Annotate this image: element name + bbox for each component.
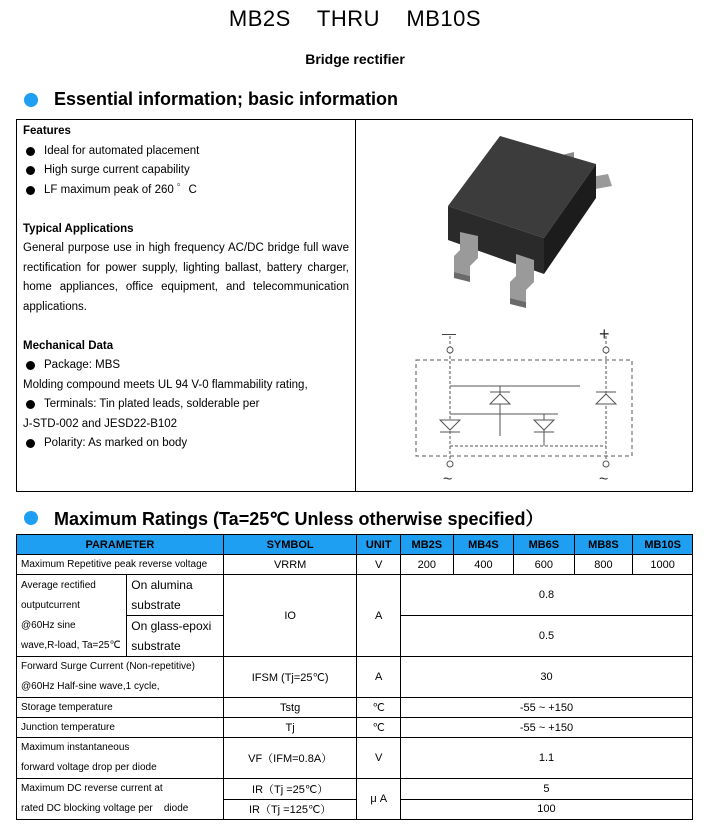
column-header: MB6S xyxy=(514,535,574,555)
column-header: MB10S xyxy=(633,535,693,555)
column-header: UNIT xyxy=(357,535,400,555)
param-cell: Junction temperature xyxy=(17,718,224,738)
value-cell: 30 xyxy=(400,657,692,698)
diode-2-icon xyxy=(596,394,616,404)
diode-3-icon xyxy=(440,420,460,430)
value-cell: 800 xyxy=(574,555,633,575)
applications-text: General purpose use in high frequency AC/DC bridge full wave rectification for power supply, lighting ballast, battery charger, home appliances, office equipment, and telecommunication applications. xyxy=(23,242,349,313)
terminal-ac-label-left: ~ xyxy=(443,471,453,486)
feature-item: LF maximum peak of 260 ゜C xyxy=(23,181,349,201)
value-cell: 400 xyxy=(453,555,513,575)
column-header: MB4S xyxy=(453,535,513,555)
symbol-cell: IR（Tj =125℃） xyxy=(223,799,357,820)
terminal-minus-label: — xyxy=(442,326,456,341)
value-cell: 100 xyxy=(400,799,692,820)
schematic-outline xyxy=(416,360,632,456)
section-title: Maximum Ratings (Ta=25℃ Unless otherwise specified） xyxy=(54,509,544,529)
bridge-schematic xyxy=(412,326,642,486)
package-illustration xyxy=(440,126,630,316)
applications-heading: Typical Applications xyxy=(23,222,134,235)
feature-item: Ideal for automated placement xyxy=(23,142,349,162)
mechanical-item-polarity: Polarity: As marked on body xyxy=(23,434,349,454)
value-cell: 0.8 xyxy=(400,575,692,616)
symbol-cell: VRRM xyxy=(223,555,357,575)
page-title: MB2S THRU MB10S xyxy=(228,6,482,31)
table-row xyxy=(17,698,693,718)
unit-cell: V xyxy=(357,555,400,575)
feature-item: High surge current capability xyxy=(23,161,349,181)
value-cell: 200 xyxy=(400,555,453,575)
value-cell: 0.5 xyxy=(400,616,692,657)
mechanical-molding: Molding compound meets UL 94 V-0 flammability rating, xyxy=(23,378,308,391)
table-row xyxy=(17,718,693,738)
section-heading-basic-info xyxy=(24,89,398,110)
unit-cell: V xyxy=(357,738,400,779)
column-header: MB2S xyxy=(400,535,453,555)
table-header-row xyxy=(17,535,693,555)
value-cell: 600 xyxy=(514,555,574,575)
unit-cell: A xyxy=(357,657,400,698)
value-cell: 1000 xyxy=(633,555,693,575)
condition-cell: On alumina substrate xyxy=(127,575,224,616)
terminal-ac-label-right: ~ xyxy=(599,471,609,486)
condition-cell: On glass-epoxi substrate xyxy=(127,616,224,657)
column-header: SYMBOL xyxy=(223,535,357,555)
param-cell: Maximum DC reverse current at rated DC blocking voltage per diode xyxy=(17,779,224,820)
section-title: Essential information; basic information xyxy=(54,89,399,109)
mechanical-item-terminals: Terminals: Tin plated leads, solderable per xyxy=(23,395,349,415)
param-cell: Maximum instantaneous forward voltage drop per diode xyxy=(17,738,224,779)
column-header: PARAMETER xyxy=(17,535,224,555)
value-cell: -55 ~ +150 xyxy=(400,698,692,718)
table-row xyxy=(17,555,693,575)
info-text-column xyxy=(23,122,349,454)
symbol-cell: IR（Tj =25℃） xyxy=(223,779,357,800)
symbol-cell: Tj xyxy=(223,718,357,738)
unit-cell: ℃ xyxy=(357,718,400,738)
symbol-cell: IFSM (Tj=25℃) xyxy=(223,657,357,698)
bullet-dot-icon xyxy=(24,511,38,525)
bullet-dot-icon xyxy=(24,93,38,107)
page-subtitle: Bridge rectifier xyxy=(305,51,405,67)
unit-cell: μ A xyxy=(357,779,400,820)
info-divider xyxy=(355,119,356,492)
section-heading-max-ratings xyxy=(24,505,544,531)
diode-4-icon xyxy=(534,420,554,430)
bullet-icon xyxy=(26,400,35,409)
param-cell: Average rectified outputcurrent @60Hz sine wave,R-load, Ta=25℃ xyxy=(17,575,127,657)
bullet-icon xyxy=(26,166,35,175)
unit-cell: ℃ xyxy=(357,698,400,718)
mechanical-heading: Mechanical Data xyxy=(23,339,114,352)
diode-1-icon xyxy=(490,394,510,404)
table-row xyxy=(17,738,693,779)
symbol-cell: IO xyxy=(223,575,357,657)
value-cell: 1.1 xyxy=(400,738,692,779)
bullet-icon xyxy=(26,186,35,195)
table-row xyxy=(17,575,693,616)
value-cell: 5 xyxy=(400,779,692,800)
features-heading: Features xyxy=(23,125,71,137)
bullet-icon xyxy=(26,361,35,370)
table-row xyxy=(17,657,693,698)
symbol-cell: VF（IFM=0.8A） xyxy=(223,738,357,779)
ratings-table xyxy=(16,534,693,820)
bullet-icon xyxy=(26,439,35,448)
param-cell: Forward Surge Current (Non-repetitive) @60Hz Half-sine wave,1 cycle, xyxy=(17,657,224,698)
param-cell: Maximum Repetitive peak reverse voltage xyxy=(17,555,224,575)
bullet-icon xyxy=(26,147,35,156)
mechanical-item-package: Package: MBS xyxy=(23,356,349,376)
mechanical-terminals-standard: J-STD-002 and JESD22-B102 xyxy=(23,417,178,430)
unit-cell: A xyxy=(357,575,400,657)
column-header: MB8S xyxy=(574,535,633,555)
value-cell: -55 ~ +150 xyxy=(400,718,692,738)
symbol-cell: Tstg xyxy=(223,698,357,718)
table-row xyxy=(17,779,693,800)
terminal-plus-label: + xyxy=(599,326,610,344)
param-cell: Storage temperature xyxy=(17,698,224,718)
